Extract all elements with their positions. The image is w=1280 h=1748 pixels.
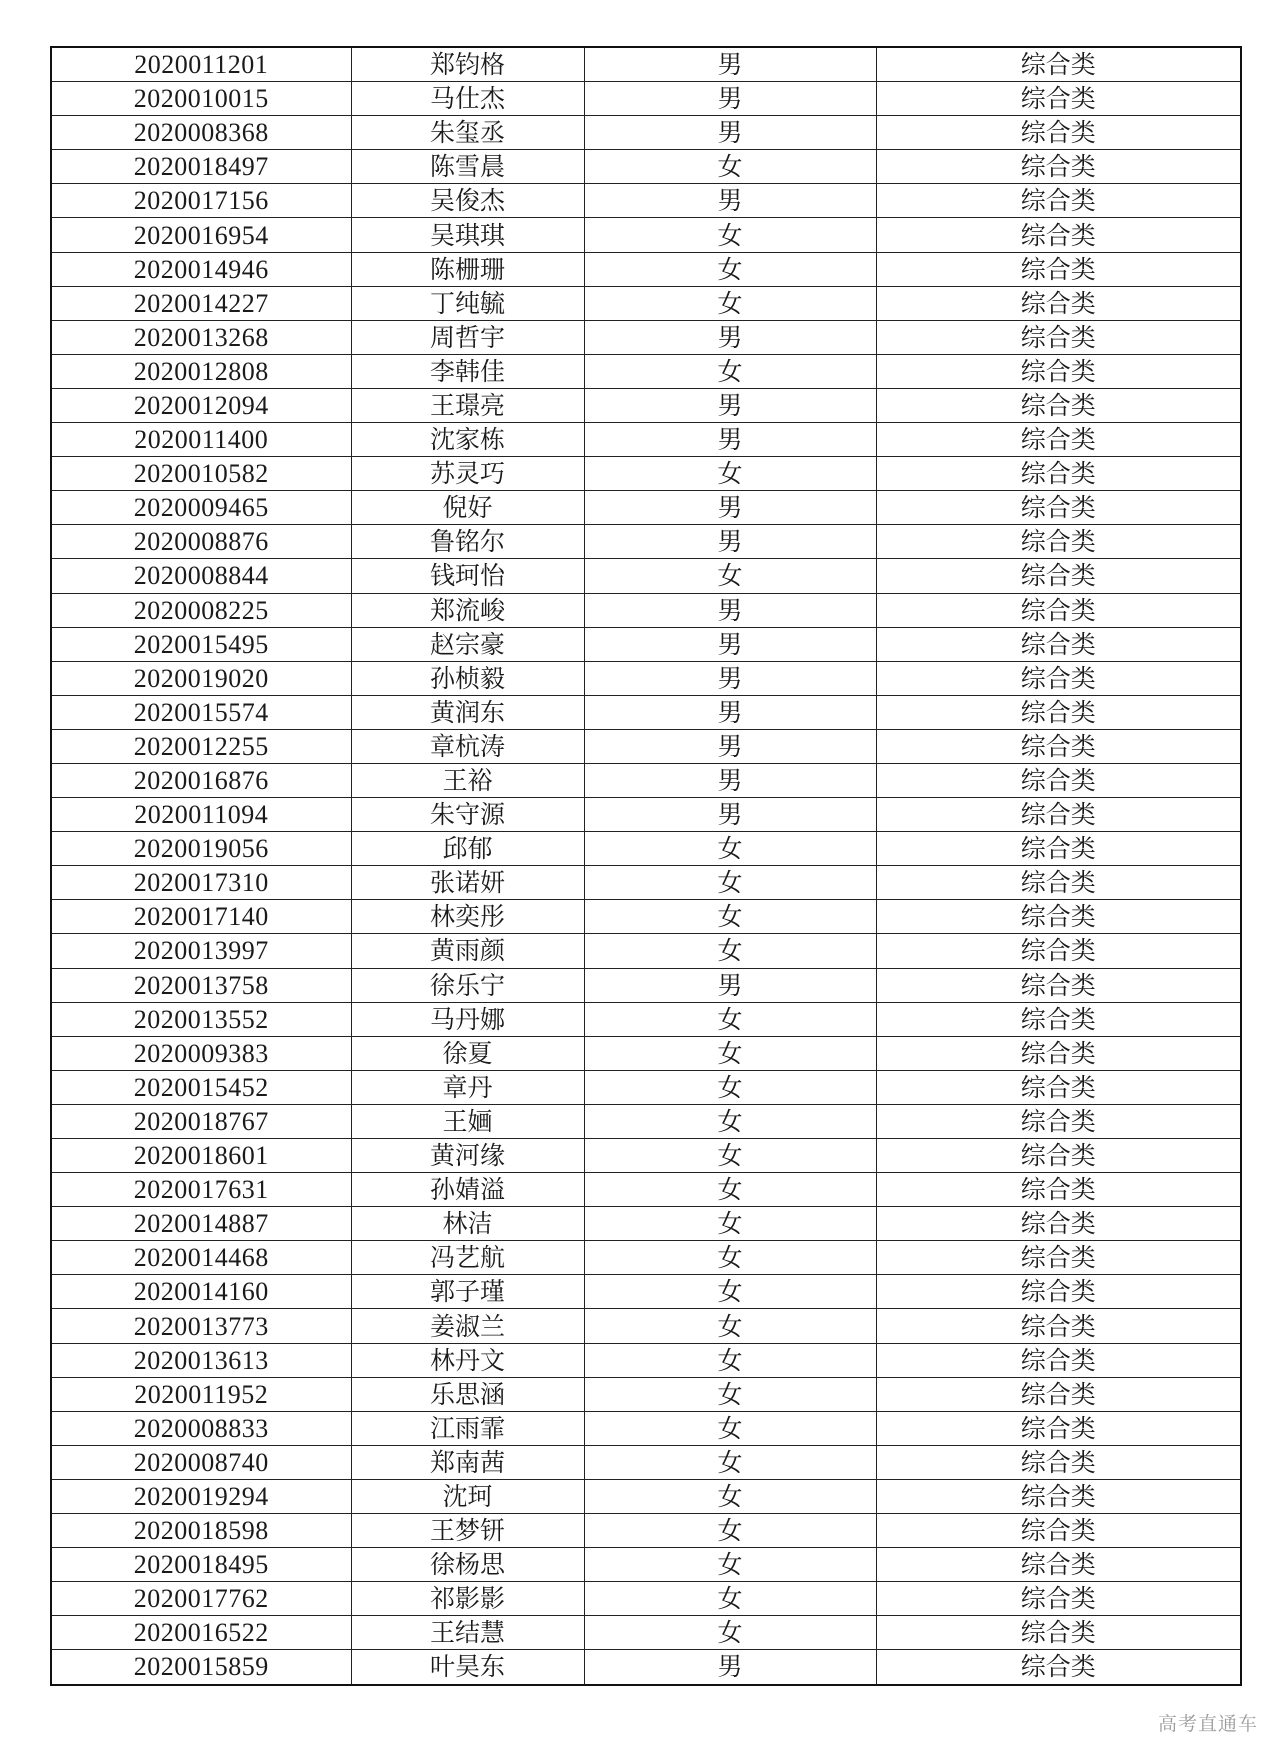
student-id-cell: 2020011094 <box>51 798 351 832</box>
name-cell: 黄润东 <box>351 695 584 729</box>
name-cell: 郑南茜 <box>351 1445 584 1479</box>
table-row <box>51 1173 1241 1207</box>
gender-cell: 女 <box>584 1411 876 1445</box>
name-cell: 章杭涛 <box>351 729 584 763</box>
name-cell: 马丹娜 <box>351 1002 584 1036</box>
gender-cell: 女 <box>584 150 876 184</box>
table-row <box>51 1411 1241 1445</box>
student-id-cell: 2020008833 <box>51 1411 351 1445</box>
name-cell: 王裕 <box>351 763 584 797</box>
table-row <box>51 1548 1241 1582</box>
category-cell: 综合类 <box>876 1002 1241 1036</box>
student-id-cell: 2020014160 <box>51 1275 351 1309</box>
table-row <box>51 559 1241 593</box>
category-cell: 综合类 <box>876 900 1241 934</box>
table-row <box>51 1207 1241 1241</box>
category-cell: 综合类 <box>876 1070 1241 1104</box>
name-cell: 叶昊东 <box>351 1650 584 1685</box>
table-row <box>51 1241 1241 1275</box>
category-cell: 综合类 <box>876 661 1241 695</box>
category-cell: 综合类 <box>876 47 1241 82</box>
name-cell: 朱玺丞 <box>351 116 584 150</box>
category-cell: 综合类 <box>876 1411 1241 1445</box>
student-id-cell: 2020011400 <box>51 423 351 457</box>
gender-cell: 男 <box>584 661 876 695</box>
gender-cell: 女 <box>584 1207 876 1241</box>
name-cell: 章丹 <box>351 1070 584 1104</box>
name-cell: 苏灵巧 <box>351 457 584 491</box>
name-cell: 马仕杰 <box>351 82 584 116</box>
name-cell: 徐乐宁 <box>351 968 584 1002</box>
student-id-cell: 2020016522 <box>51 1616 351 1650</box>
category-cell: 综合类 <box>876 1275 1241 1309</box>
table-row <box>51 1104 1241 1138</box>
gender-cell: 女 <box>584 286 876 320</box>
gender-cell: 女 <box>584 1343 876 1377</box>
student-id-cell: 2020013773 <box>51 1309 351 1343</box>
student-id-cell: 2020017156 <box>51 184 351 218</box>
gender-cell: 女 <box>584 1548 876 1582</box>
table-row <box>51 900 1241 934</box>
table-row <box>51 1377 1241 1411</box>
category-cell: 综合类 <box>876 968 1241 1002</box>
gender-cell: 男 <box>584 116 876 150</box>
student-id-cell: 2020018495 <box>51 1548 351 1582</box>
gender-cell: 男 <box>584 593 876 627</box>
table-row <box>51 1650 1241 1685</box>
gender-cell: 女 <box>584 218 876 252</box>
gender-cell: 女 <box>584 934 876 968</box>
category-cell: 综合类 <box>876 1309 1241 1343</box>
table-row <box>51 763 1241 797</box>
name-cell: 沈珂 <box>351 1479 584 1513</box>
category-cell: 综合类 <box>876 1377 1241 1411</box>
student-id-cell: 2020013268 <box>51 320 351 354</box>
table-row <box>51 695 1241 729</box>
name-cell: 沈家栋 <box>351 423 584 457</box>
table-row <box>51 82 1241 116</box>
student-id-cell: 2020018601 <box>51 1139 351 1173</box>
gender-cell: 女 <box>584 1002 876 1036</box>
gender-cell: 女 <box>584 1582 876 1616</box>
name-cell: 冯艺航 <box>351 1241 584 1275</box>
name-cell: 丁纯毓 <box>351 286 584 320</box>
name-cell: 周哲宇 <box>351 320 584 354</box>
gender-cell: 女 <box>584 866 876 900</box>
gender-cell: 女 <box>584 1104 876 1138</box>
category-cell: 综合类 <box>876 286 1241 320</box>
category-cell: 综合类 <box>876 1650 1241 1685</box>
student-id-cell: 2020016876 <box>51 763 351 797</box>
table-row <box>51 866 1241 900</box>
gender-cell: 男 <box>584 729 876 763</box>
student-id-cell: 2020016954 <box>51 218 351 252</box>
student-id-cell: 2020018767 <box>51 1104 351 1138</box>
name-cell: 林洁 <box>351 1207 584 1241</box>
student-id-cell: 2020013613 <box>51 1343 351 1377</box>
category-cell: 综合类 <box>876 1479 1241 1513</box>
name-cell: 朱守源 <box>351 798 584 832</box>
gender-cell: 男 <box>584 388 876 422</box>
name-cell: 王璟亮 <box>351 388 584 422</box>
name-cell: 倪好 <box>351 491 584 525</box>
name-cell: 陈栅珊 <box>351 252 584 286</box>
gender-cell: 女 <box>584 354 876 388</box>
student-id-cell: 2020017762 <box>51 1582 351 1616</box>
gender-cell: 女 <box>584 457 876 491</box>
gender-cell: 女 <box>584 252 876 286</box>
table-row <box>51 968 1241 1002</box>
gender-cell: 男 <box>584 423 876 457</box>
gender-cell: 女 <box>584 1241 876 1275</box>
name-cell: 陈雪晨 <box>351 150 584 184</box>
table-row <box>51 593 1241 627</box>
name-cell: 孙桢毅 <box>351 661 584 695</box>
table-row <box>51 1582 1241 1616</box>
table-row <box>51 286 1241 320</box>
category-cell: 综合类 <box>876 559 1241 593</box>
gender-cell: 男 <box>584 47 876 82</box>
student-id-cell: 2020012808 <box>51 354 351 388</box>
gender-cell: 男 <box>584 627 876 661</box>
gender-cell: 男 <box>584 320 876 354</box>
name-cell: 吴俊杰 <box>351 184 584 218</box>
gender-cell: 女 <box>584 1309 876 1343</box>
gender-cell: 女 <box>584 559 876 593</box>
category-cell: 综合类 <box>876 1616 1241 1650</box>
gender-cell: 男 <box>584 695 876 729</box>
student-id-cell: 2020015859 <box>51 1650 351 1685</box>
student-id-cell: 2020008368 <box>51 116 351 150</box>
name-cell: 乐思涵 <box>351 1377 584 1411</box>
watermark: 高考直通车 <box>1157 1713 1258 1735</box>
category-cell: 综合类 <box>876 354 1241 388</box>
student-id-cell: 2020014887 <box>51 1207 351 1241</box>
student-id-cell: 2020018598 <box>51 1514 351 1548</box>
category-cell: 综合类 <box>876 491 1241 525</box>
category-cell: 综合类 <box>876 1548 1241 1582</box>
table-row <box>51 491 1241 525</box>
table-row <box>51 661 1241 695</box>
category-cell: 综合类 <box>876 627 1241 661</box>
name-cell: 姜淑兰 <box>351 1309 584 1343</box>
student-id-cell: 2020015452 <box>51 1070 351 1104</box>
category-cell: 综合类 <box>876 525 1241 559</box>
category-cell: 综合类 <box>876 1582 1241 1616</box>
table-row <box>51 729 1241 763</box>
category-cell: 综合类 <box>876 320 1241 354</box>
gender-cell: 男 <box>584 82 876 116</box>
name-cell: 黄雨颜 <box>351 934 584 968</box>
table-row <box>51 832 1241 866</box>
table-row <box>51 1275 1241 1309</box>
name-cell: 张诺妍 <box>351 866 584 900</box>
gender-cell: 女 <box>584 1036 876 1070</box>
category-cell: 综合类 <box>876 1241 1241 1275</box>
gender-cell: 女 <box>584 1070 876 1104</box>
category-cell: 综合类 <box>876 218 1241 252</box>
category-cell: 综合类 <box>876 150 1241 184</box>
category-cell: 综合类 <box>876 1173 1241 1207</box>
student-id-cell: 2020014468 <box>51 1241 351 1275</box>
name-cell: 吴琪琪 <box>351 218 584 252</box>
name-cell: 黄河缘 <box>351 1139 584 1173</box>
gender-cell: 女 <box>584 1479 876 1513</box>
name-cell: 王结慧 <box>351 1616 584 1650</box>
name-cell: 祁影影 <box>351 1582 584 1616</box>
category-cell: 综合类 <box>876 1104 1241 1138</box>
name-cell: 林丹文 <box>351 1343 584 1377</box>
category-cell: 综合类 <box>876 388 1241 422</box>
table-row <box>51 1002 1241 1036</box>
table-row <box>51 627 1241 661</box>
table-row <box>51 1070 1241 1104</box>
name-cell: 江雨霏 <box>351 1411 584 1445</box>
table-row <box>51 423 1241 457</box>
table-body <box>51 47 1241 1685</box>
table-row <box>51 798 1241 832</box>
student-id-cell: 2020015574 <box>51 695 351 729</box>
gender-cell: 男 <box>584 525 876 559</box>
table-row <box>51 934 1241 968</box>
category-cell: 综合类 <box>876 252 1241 286</box>
table-row <box>51 252 1241 286</box>
gender-cell: 女 <box>584 1173 876 1207</box>
category-cell: 综合类 <box>876 695 1241 729</box>
table-row <box>51 1479 1241 1513</box>
gender-cell: 男 <box>584 763 876 797</box>
table-row <box>51 184 1241 218</box>
table-row <box>51 218 1241 252</box>
gender-cell: 男 <box>584 491 876 525</box>
student-id-cell: 2020014227 <box>51 286 351 320</box>
student-id-cell: 2020015495 <box>51 627 351 661</box>
name-cell: 徐夏 <box>351 1036 584 1070</box>
category-cell: 综合类 <box>876 1207 1241 1241</box>
name-cell: 徐杨思 <box>351 1548 584 1582</box>
gender-cell: 女 <box>584 1616 876 1650</box>
gender-cell: 女 <box>584 1377 876 1411</box>
category-cell: 综合类 <box>876 1514 1241 1548</box>
gender-cell: 男 <box>584 1650 876 1685</box>
category-cell: 综合类 <box>876 82 1241 116</box>
student-id-cell: 2020008225 <box>51 593 351 627</box>
name-cell: 孙婧溢 <box>351 1173 584 1207</box>
student-id-cell: 2020012255 <box>51 729 351 763</box>
table-row <box>51 1343 1241 1377</box>
name-cell: 邱郁 <box>351 832 584 866</box>
student-id-cell: 2020008740 <box>51 1445 351 1479</box>
name-cell: 郭子瑾 <box>351 1275 584 1309</box>
gender-cell: 女 <box>584 1275 876 1309</box>
gender-cell: 男 <box>584 184 876 218</box>
table-row <box>51 1616 1241 1650</box>
student-id-cell: 2020017310 <box>51 866 351 900</box>
name-cell: 钱珂怡 <box>351 559 584 593</box>
table-row <box>51 150 1241 184</box>
name-cell: 郑流峻 <box>351 593 584 627</box>
category-cell: 综合类 <box>876 798 1241 832</box>
table-row <box>51 457 1241 491</box>
name-cell: 王梦钘 <box>351 1514 584 1548</box>
student-id-cell: 2020019294 <box>51 1479 351 1513</box>
name-cell: 郑钧格 <box>351 47 584 82</box>
gender-cell: 女 <box>584 832 876 866</box>
student-id-cell: 2020014946 <box>51 252 351 286</box>
category-cell: 综合类 <box>876 457 1241 491</box>
table-row <box>51 320 1241 354</box>
table-row <box>51 388 1241 422</box>
student-id-cell: 2020017140 <box>51 900 351 934</box>
student-id-cell: 2020010015 <box>51 82 351 116</box>
name-cell: 李韩佳 <box>351 354 584 388</box>
student-id-cell: 2020013997 <box>51 934 351 968</box>
table-row <box>51 1036 1241 1070</box>
gender-cell: 男 <box>584 798 876 832</box>
table-row <box>51 354 1241 388</box>
name-cell: 赵宗豪 <box>351 627 584 661</box>
table-row <box>51 1309 1241 1343</box>
table-row <box>51 47 1241 82</box>
name-cell: 鲁铭尔 <box>351 525 584 559</box>
category-cell: 综合类 <box>876 866 1241 900</box>
category-cell: 综合类 <box>876 184 1241 218</box>
student-id-cell: 2020018497 <box>51 150 351 184</box>
student-id-cell: 2020008844 <box>51 559 351 593</box>
category-cell: 综合类 <box>876 1139 1241 1173</box>
student-id-cell: 2020009383 <box>51 1036 351 1070</box>
gender-cell: 女 <box>584 1514 876 1548</box>
category-cell: 综合类 <box>876 934 1241 968</box>
table-row <box>51 1139 1241 1173</box>
student-id-cell: 2020013552 <box>51 1002 351 1036</box>
category-cell: 综合类 <box>876 729 1241 763</box>
table-row <box>51 525 1241 559</box>
student-id-cell: 2020010582 <box>51 457 351 491</box>
table-row <box>51 1445 1241 1479</box>
table-row <box>51 1514 1241 1548</box>
student-id-cell: 2020019056 <box>51 832 351 866</box>
category-cell: 综合类 <box>876 832 1241 866</box>
name-cell: 王婳 <box>351 1104 584 1138</box>
category-cell: 综合类 <box>876 423 1241 457</box>
category-cell: 综合类 <box>876 763 1241 797</box>
student-id-cell: 2020008876 <box>51 525 351 559</box>
gender-cell: 男 <box>584 968 876 1002</box>
student-list-table <box>50 46 1242 1686</box>
category-cell: 综合类 <box>876 1445 1241 1479</box>
name-cell: 林奕彤 <box>351 900 584 934</box>
category-cell: 综合类 <box>876 593 1241 627</box>
table-row <box>51 116 1241 150</box>
student-id-cell: 2020012094 <box>51 388 351 422</box>
category-cell: 综合类 <box>876 116 1241 150</box>
student-id-cell: 2020013758 <box>51 968 351 1002</box>
student-id-cell: 2020011952 <box>51 1377 351 1411</box>
student-id-cell: 2020017631 <box>51 1173 351 1207</box>
student-id-cell: 2020009465 <box>51 491 351 525</box>
student-id-cell: 2020019020 <box>51 661 351 695</box>
category-cell: 综合类 <box>876 1036 1241 1070</box>
category-cell: 综合类 <box>876 1343 1241 1377</box>
gender-cell: 女 <box>584 1445 876 1479</box>
student-id-cell: 2020011201 <box>51 47 351 82</box>
gender-cell: 女 <box>584 1139 876 1173</box>
gender-cell: 女 <box>584 900 876 934</box>
